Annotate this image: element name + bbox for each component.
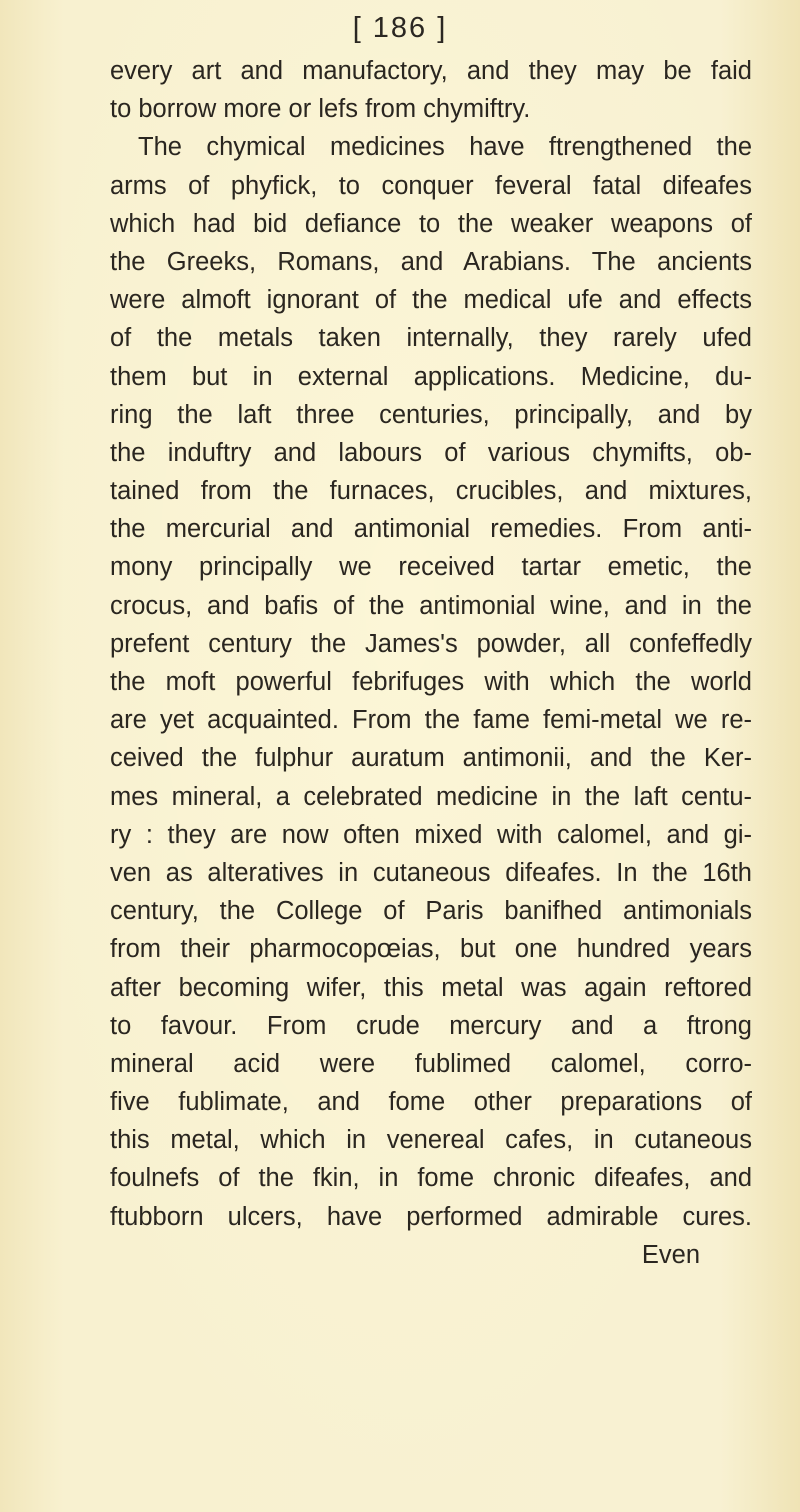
text-line: this metal, which in venereal cafes, in cutaneous	[110, 1126, 752, 1155]
text-line: The chymical medicines have ftrengthened the	[138, 133, 752, 162]
text-line: century, the College of Paris banifhed antimonials	[110, 897, 752, 926]
text-line: ftubborn ulcers, have performed admirable cures.	[110, 1202, 752, 1231]
text-line: mony principally we received tartar emetic, the	[110, 553, 752, 582]
page-number-header: [ 186 ]	[352, 12, 448, 44]
text-line: to favour. From crude mercury and a ftrong	[110, 1011, 752, 1040]
text-line: the moft powerful febrifuges with which the world	[110, 668, 752, 696]
catchword: Even	[641, 1240, 700, 1269]
text-line: arms of phyfick, to conquer feveral fatal difeafes	[110, 171, 752, 200]
text-line: from their pharmocopœias, but one hundred years	[110, 935, 752, 964]
text-line: five fublimate, and fome other preparations of	[110, 1088, 752, 1117]
text-line: them but in external applications. Medicine, du-	[110, 362, 752, 391]
text-line: were almoft ignorant of the medical ufe and effects	[110, 286, 752, 315]
text-line: tained from the furnaces, crucibles, and mixtures,	[110, 477, 752, 506]
text-line: are yet acquainted. From the fame femi-metal we re-	[110, 706, 752, 735]
text-line: of the metals taken internally, they rarely ufed	[110, 324, 752, 353]
text-line: after becoming wifer, this metal was again reftored	[110, 973, 752, 1002]
text-line: ceived the fulphur auratum antimonii, and the Ker-	[110, 744, 752, 773]
text-line: mineral acid were fublimed calomel, corro-	[110, 1049, 752, 1078]
text-line: ry : they are now often mixed with calomel, and gi-	[110, 820, 752, 849]
text-line: ven as alteratives in cutaneous difeafes. In the 16th	[110, 858, 752, 887]
text-line: the mercurial and antimonial remedies. From anti-	[110, 515, 752, 544]
text-line: mes mineral, a celebrated medicine in the laft centu-	[110, 782, 752, 811]
text-line: which had bid defiance to the weaker weapons of	[110, 209, 752, 238]
text-line: foulnefs of the fkin, in fome chronic difeafes, and	[110, 1164, 752, 1193]
text-line: to borrow more or lefs from chymiftry.	[110, 95, 531, 124]
text-line: crocus, and bafis of the antimonial wine, and in the	[110, 591, 752, 620]
text-line: ring the laft three centuries, principally, and by	[110, 400, 752, 429]
body-text	[110, 52, 752, 1274]
text-line: every art and manufactory, and they may be faid	[110, 57, 752, 85]
text-line: prefent century the James's powder, all confeffedly	[110, 629, 752, 658]
text-line: the induftry and labours of various chymifts, ob-	[110, 438, 752, 467]
text-line: the Greeks, Romans, and Arabians. The ancients	[110, 247, 752, 276]
